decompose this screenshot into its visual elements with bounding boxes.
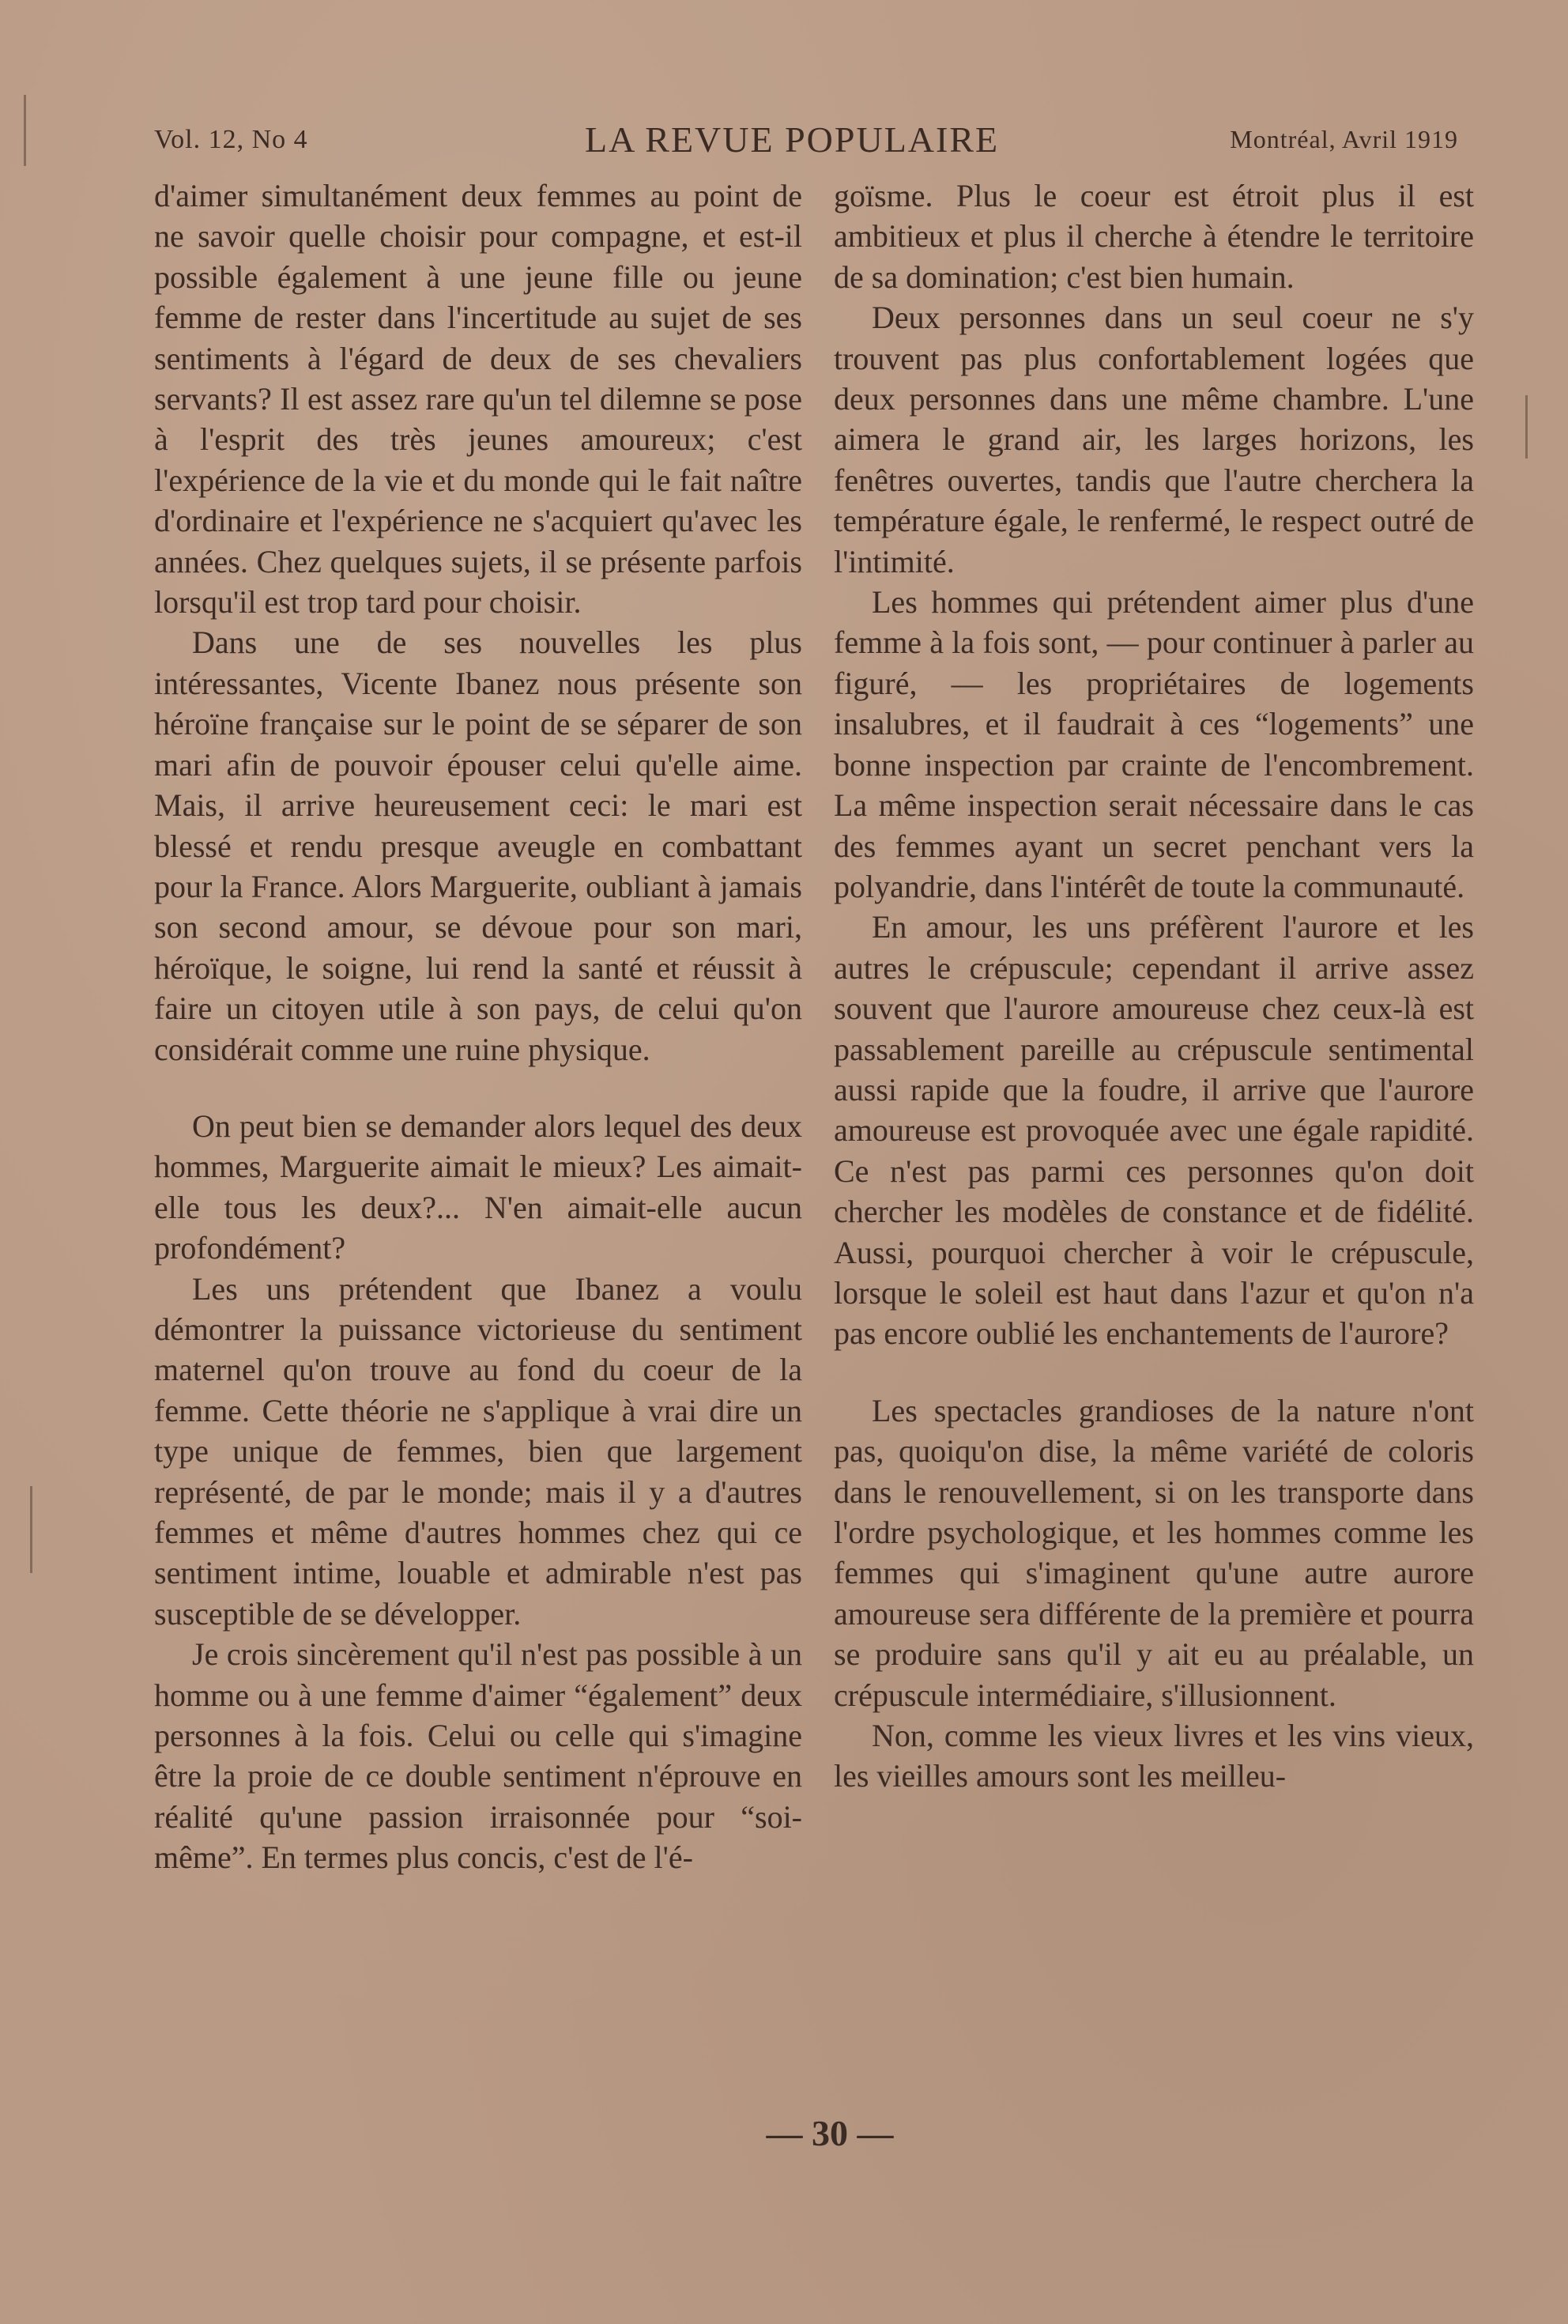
paragraph: On peut bien se demander alors lequel des deux hommes, Marguerite aimait le mieux? Les aimait-elle tous les deux?... N'en aimait-elle aucun profondément? [154, 1107, 802, 1266]
paragraph: Les uns prétendent que Ibanez a voulu démontrer la puissance victorieuse du sentiment maternel qu'on trouve au fond du coeur de la femme. Cette théorie ne s'applique à vrai dire un type unique de femmes, bien que largement représenté, de par le monde; mais il y a d'autres femmes et même d'autres hommes chez qui ce sentiment intime, louable et admirable n'est pas susceptible de se développer. [154, 1270, 802, 1632]
paragraph: Dans une de ses nouvelles les plus intéressantes, Vicente Ibanez nous présente son héroïne française sur le point de se séparer de son mari afin de pouvoir épouser celui qu'elle aime. Mais, il arrive heureusement ceci: le mari est blessé et rendu presque aveugle en combattant pour la France. Alors Marguerite, oubliant à jamais son second amour, se dévoue pour son mari, héroïque, le soigne, lui rend la santé et réussit à faire un citoyen utile à son pays, de celui qu'on considérait comme une ruine physique. [154, 624, 802, 1067]
running-header [154, 119, 1458, 166]
paragraph: Deux personnes dans un seul coeur ne s'y trouvent pas plus confortablement logées que deux personnes dans une même chambre. L'une aimera le grand air, les larges horizons, les fenêtres ouvertes, tandis que l'autre cherchera la température égale, le renfermé, le respect outré de l'intimité. [834, 300, 1474, 579]
paragraph: Non, comme les vieux livres et les vins vieux, les vieilles amours sont les meilleu- [834, 1718, 1474, 1794]
left-column [154, 175, 802, 1878]
page-number: — 30 — [766, 2113, 894, 2153]
paragraph: Les spectacles grandioses de la nature n'ont pas, quoiqu'on dise, la même variété de coloris dans le renouvellement, si on les transporte dans l'ordre psychologique, et les hommes comme les femmes qui s'imaginent qu'une autre aurore amoureuse sera différente de la première et pourra se produire sans qu'il y ait eu au préalable, un crépuscule intermédiaire, s'illusionnent. [834, 1392, 1474, 1713]
right-column [834, 175, 1474, 1797]
paragraph: d'aimer simultanément deux femmes au point de ne savoir quelle choisir pour compagne, et est-il possible également à une jeune fille ou jeune femme de rester dans l'incertitude au sujet de ses sentiments à l'égard de deux de ses chevaliers servants? Il est assez rare qu'un tel dilemne se pose à l'esprit des très jeunes amoureux; c'est l'expérience de la vie et du monde qui le fait naître d'ordinaire et l'expérience ne s'acquiert qu'avec les années. Chez quelques sujets, il se présente parfois lorsqu'il est trop tard pour choisir. [154, 178, 802, 621]
paragraph: goïsme. Plus le coeur est étroit plus il est ambitieux et plus il cherche à étendre le territoire de sa domination; c'est bien humain. [834, 178, 1474, 295]
issue-place-date: Montréal, Avril 1919 [1230, 125, 1458, 153]
paper-speck [1525, 395, 1528, 458]
paragraph: Les hommes qui prétendent aimer plus d'une femme à la fois sont, — pour continuer à parler au figuré, — les propriétaires de logements insalubres, et il faudrait à ces “logements” une bonne inspection par crainte de l'encombrement. La même inspection serait nécessaire dans le cas des femmes ayant un secret penchant vers la polyandrie, dans l'intérêt de toute la communauté. [834, 584, 1474, 904]
paper-speck [30, 1486, 32, 1573]
volume-number: Vol. 12, No 4 [154, 125, 308, 154]
paper-speck [24, 95, 26, 166]
publication-title: LA REVUE POPULAIRE [585, 119, 1000, 160]
paragraph: Je crois sincèrement qu'il n'est pas possible à un homme ou à une femme d'aimer “également” deux personnes à la fois. Celui ou celle qui s'imagine être la proie de ce double sentiment n'éprouve en réalité qu'une passion irraisonnée pour “soi-même”. En termes plus concis, c'est de l'é- [154, 1636, 802, 1876]
paragraph: En amour, les uns préfèrent l'aurore et les autres le crépuscule; cependant il arrive assez souvent que l'aurore amoureuse chez ceux-là est passablement pareille au crépuscule sentimental aussi rapide que la foudre, il arrive que l'aurore amoureuse est provoquée avec une égale rapidité. Ce n'est pas parmi ces personnes qu'on doit chercher les modèles de constance et de fidélité. Aussi, pourquoi chercher à voir le crépuscule, lorsque le soleil est haut dans l'azur et qu'on n'a pas encore oublié les enchantements de l'aurore? [834, 909, 1474, 1352]
